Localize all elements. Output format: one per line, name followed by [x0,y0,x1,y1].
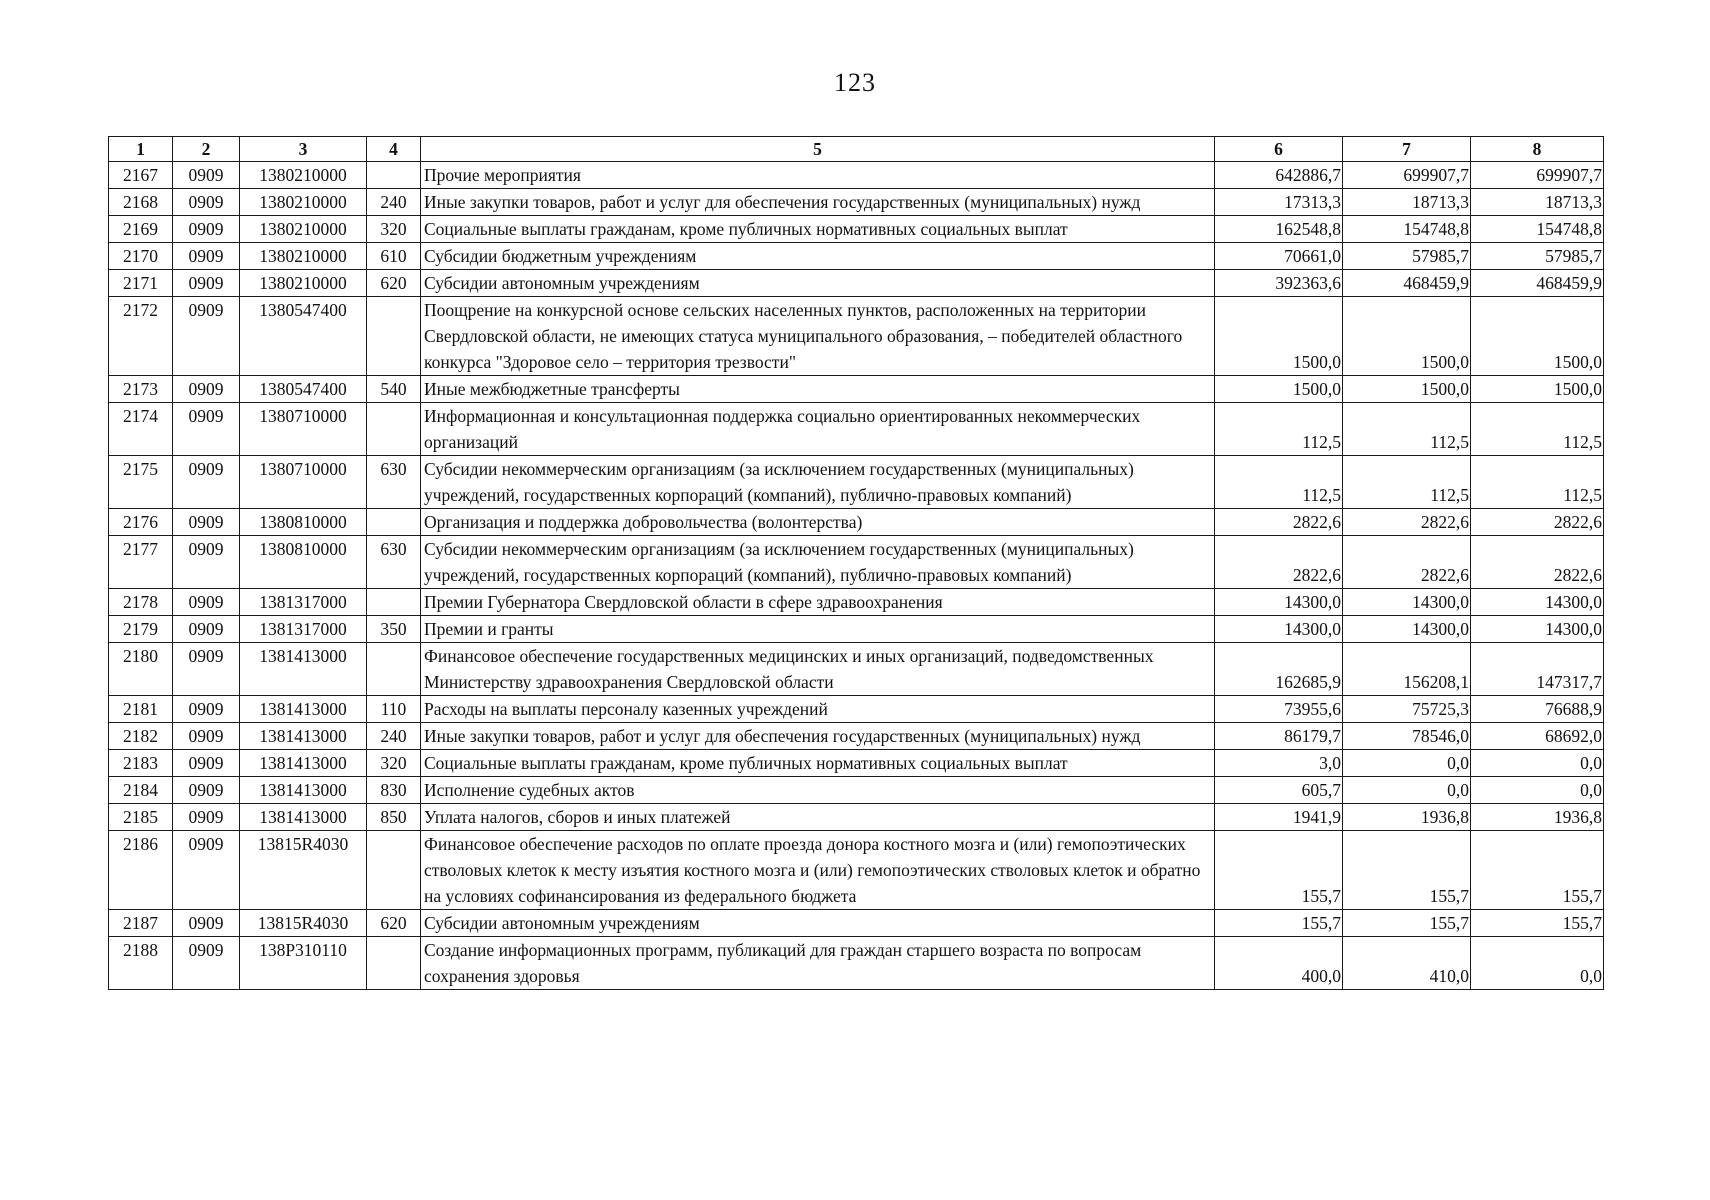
description-cell: Премии Губернатора Свердловской области в сфере здравоохранения [421,589,1215,616]
expense-type-cell: 850 [367,804,421,831]
expense-type-cell: 320 [367,216,421,243]
amount-col8-cell: 155,7 [1471,831,1604,910]
amount-col8-cell: 468459,9 [1471,270,1604,297]
amount-col6-cell: 392363,6 [1215,270,1343,297]
row-number-cell: 2174 [109,403,173,456]
table-row [109,589,1604,616]
table-row [109,456,1604,509]
table-row [109,189,1604,216]
section-code-cell: 0909 [173,297,240,376]
expense-type-cell: 630 [367,536,421,589]
expense-type-cell: 830 [367,777,421,804]
header-row [109,137,1604,162]
description-cell: Субсидии некоммерческим организациям (за исключением государственных (муниципальных) учреждений, государственных корпораций (компаний), публично-правовых компаний) [421,536,1215,589]
section-code-cell: 0909 [173,589,240,616]
row-number-cell: 2184 [109,777,173,804]
description-cell: Социальные выплаты гражданам, кроме публичных нормативных социальных выплат [421,216,1215,243]
table-row [109,243,1604,270]
section-code-cell: 0909 [173,509,240,536]
description-cell: Финансовое обеспечение расходов по оплате проезда донора костного мозга и (или) гемопоэтических стволовых клеток к месту изъятия костного мозга и (или) гемопоэтических стволовых клеток и обратно на условиях софинансирования из федерального бюджета [421,831,1215,910]
amount-col6-cell: 162685,9 [1215,643,1343,696]
amount-col6-cell: 14300,0 [1215,589,1343,616]
target-article-cell: 1380210000 [240,189,367,216]
row-number-cell: 2181 [109,696,173,723]
amount-col7-cell: 155,7 [1343,910,1471,937]
row-number-cell: 2167 [109,162,173,189]
description-cell: Субсидии автономным учреждениям [421,270,1215,297]
row-number-cell: 2180 [109,643,173,696]
amount-col8-cell: 699907,7 [1471,162,1604,189]
row-number-cell: 2173 [109,376,173,403]
row-number-cell: 2185 [109,804,173,831]
target-article-cell: 1381413000 [240,643,367,696]
table-row [109,777,1604,804]
target-article-cell: 1381413000 [240,777,367,804]
description-cell: Расходы на выплаты персоналу казенных учреждений [421,696,1215,723]
expense-type-cell [367,509,421,536]
amount-col6-cell: 70661,0 [1215,243,1343,270]
amount-col8-cell: 0,0 [1471,750,1604,777]
section-code-cell: 0909 [173,162,240,189]
amount-col8-cell: 154748,8 [1471,216,1604,243]
section-code-cell: 0909 [173,376,240,403]
table-row [109,376,1604,403]
target-article-cell: 1380210000 [240,162,367,189]
target-article-cell: 13815R4030 [240,831,367,910]
amount-col8-cell: 18713,3 [1471,189,1604,216]
amount-col8-cell: 68692,0 [1471,723,1604,750]
budget-table [108,136,1604,990]
amount-col7-cell: 14300,0 [1343,616,1471,643]
amount-col7-cell: 0,0 [1343,750,1471,777]
amount-col8-cell: 112,5 [1471,456,1604,509]
amount-col8-cell: 76688,9 [1471,696,1604,723]
target-article-cell: 1380710000 [240,403,367,456]
header-cell: 7 [1343,137,1471,162]
description-cell: Иные закупки товаров, работ и услуг для обеспечения государственных (муниципальных) нужд [421,189,1215,216]
header-cell: 2 [173,137,240,162]
table-row [109,723,1604,750]
amount-col6-cell: 14300,0 [1215,616,1343,643]
amount-col7-cell: 154748,8 [1343,216,1471,243]
amount-col8-cell: 2822,6 [1471,509,1604,536]
section-code-cell: 0909 [173,750,240,777]
amount-col7-cell: 699907,7 [1343,162,1471,189]
amount-col7-cell: 112,5 [1343,403,1471,456]
header-cell: 5 [421,137,1215,162]
target-article-cell: 1380810000 [240,509,367,536]
table-row [109,937,1604,990]
amount-col6-cell: 155,7 [1215,910,1343,937]
section-code-cell: 0909 [173,910,240,937]
amount-col6-cell: 86179,7 [1215,723,1343,750]
target-article-cell: 1381413000 [240,804,367,831]
expense-type-cell [367,297,421,376]
row-number-cell: 2175 [109,456,173,509]
expense-type-cell: 350 [367,616,421,643]
table-row [109,831,1604,910]
amount-col8-cell: 147317,7 [1471,643,1604,696]
expense-type-cell: 620 [367,910,421,937]
header-cell: 1 [109,137,173,162]
expense-type-cell [367,937,421,990]
table-row [109,162,1604,189]
expense-type-cell [367,589,421,616]
amount-col8-cell: 57985,7 [1471,243,1604,270]
expense-type-cell: 610 [367,243,421,270]
amount-col6-cell: 2822,6 [1215,536,1343,589]
amount-col8-cell: 2822,6 [1471,536,1604,589]
expense-type-cell: 240 [367,189,421,216]
amount-col8-cell: 155,7 [1471,910,1604,937]
table-row [109,910,1604,937]
page-number: 123 [834,68,876,97]
description-cell: Создание информационных программ, публикаций для граждан старшего возраста по вопросам сохранения здоровья [421,937,1215,990]
amount-col7-cell: 2822,6 [1343,536,1471,589]
amount-col6-cell: 642886,7 [1215,162,1343,189]
amount-col7-cell: 0,0 [1343,777,1471,804]
amount-col6-cell: 162548,8 [1215,216,1343,243]
section-code-cell: 0909 [173,777,240,804]
amount-col6-cell: 1500,0 [1215,297,1343,376]
amount-col8-cell: 1500,0 [1471,297,1604,376]
amount-col6-cell: 112,5 [1215,456,1343,509]
row-number-cell: 2168 [109,189,173,216]
expense-type-cell: 540 [367,376,421,403]
amount-col6-cell: 2822,6 [1215,509,1343,536]
amount-col7-cell: 1936,8 [1343,804,1471,831]
amount-col8-cell: 14300,0 [1471,616,1604,643]
amount-col7-cell: 468459,9 [1343,270,1471,297]
target-article-cell: 13815R4030 [240,910,367,937]
amount-col6-cell: 605,7 [1215,777,1343,804]
description-cell: Прочие мероприятия [421,162,1215,189]
expense-type-cell: 240 [367,723,421,750]
amount-col6-cell: 1500,0 [1215,376,1343,403]
amount-col6-cell: 17313,3 [1215,189,1343,216]
target-article-cell: 1381317000 [240,589,367,616]
amount-col6-cell: 112,5 [1215,403,1343,456]
amount-col7-cell: 155,7 [1343,831,1471,910]
amount-col8-cell: 1500,0 [1471,376,1604,403]
row-number-cell: 2176 [109,509,173,536]
expense-type-cell [367,403,421,456]
description-cell: Иные межбюджетные трансферты [421,376,1215,403]
row-number-cell: 2172 [109,297,173,376]
description-cell: Финансовое обеспечение государственных медицинских и иных организаций, подведомственных Министерству здравоохранения Свердловской области [421,643,1215,696]
amount-col6-cell: 3,0 [1215,750,1343,777]
description-cell: Социальные выплаты гражданам, кроме публичных нормативных социальных выплат [421,750,1215,777]
row-number-cell: 2169 [109,216,173,243]
description-cell: Субсидии некоммерческим организациям (за исключением государственных (муниципальных) учреждений, государственных корпораций (компаний), публично-правовых компаний) [421,456,1215,509]
row-number-cell: 2178 [109,589,173,616]
table-row [109,297,1604,376]
expense-type-cell: 630 [367,456,421,509]
row-number-cell: 2179 [109,616,173,643]
table-row [109,403,1604,456]
section-code-cell: 0909 [173,403,240,456]
amount-col7-cell: 1500,0 [1343,297,1471,376]
row-number-cell: 2183 [109,750,173,777]
target-article-cell: 1381413000 [240,696,367,723]
header-cell: 8 [1471,137,1604,162]
amount-col7-cell: 410,0 [1343,937,1471,990]
description-cell: Уплата налогов, сборов и иных платежей [421,804,1215,831]
amount-col7-cell: 2822,6 [1343,509,1471,536]
section-code-cell: 0909 [173,616,240,643]
section-code-cell: 0909 [173,831,240,910]
expense-type-cell [367,162,421,189]
section-code-cell: 0909 [173,696,240,723]
section-code-cell: 0909 [173,189,240,216]
table-row [109,616,1604,643]
target-article-cell: 1380810000 [240,536,367,589]
expense-type-cell: 620 [367,270,421,297]
amount-col7-cell: 57985,7 [1343,243,1471,270]
expense-type-cell [367,643,421,696]
amount-col7-cell: 75725,3 [1343,696,1471,723]
section-code-cell: 0909 [173,643,240,696]
amount-col7-cell: 18713,3 [1343,189,1471,216]
row-number-cell: 2177 [109,536,173,589]
amount-col7-cell: 14300,0 [1343,589,1471,616]
target-article-cell: 1380210000 [240,243,367,270]
amount-col7-cell: 78546,0 [1343,723,1471,750]
amount-col8-cell: 0,0 [1471,777,1604,804]
target-article-cell: 1381317000 [240,616,367,643]
section-code-cell: 0909 [173,804,240,831]
amount-col6-cell: 155,7 [1215,831,1343,910]
table-row [109,804,1604,831]
header-cell: 3 [240,137,367,162]
target-article-cell: 1380710000 [240,456,367,509]
section-code-cell: 0909 [173,937,240,990]
row-number-cell: 2186 [109,831,173,910]
expense-type-cell: 320 [367,750,421,777]
table-row [109,696,1604,723]
description-cell: Субсидии автономным учреждениям [421,910,1215,937]
target-article-cell: 1380547400 [240,376,367,403]
table-row [109,643,1604,696]
section-code-cell: 0909 [173,456,240,509]
amount-col7-cell: 156208,1 [1343,643,1471,696]
table-row [109,750,1604,777]
description-cell: Премии и гранты [421,616,1215,643]
section-code-cell: 0909 [173,270,240,297]
row-number-cell: 2187 [109,910,173,937]
section-code-cell: 0909 [173,536,240,589]
description-cell: Иные закупки товаров, работ и услуг для обеспечения государственных (муниципальных) нужд [421,723,1215,750]
table-row [109,270,1604,297]
amount-col8-cell: 1936,8 [1471,804,1604,831]
table-row [109,536,1604,589]
table-row [109,216,1604,243]
target-article-cell: 1381413000 [240,750,367,777]
description-cell: Информационная и консультационная поддержка социально ориентированных некоммерческих организаций [421,403,1215,456]
target-article-cell: 1381413000 [240,723,367,750]
row-number-cell: 2170 [109,243,173,270]
description-cell: Поощрение на конкурсной основе сельских населенных пунктов, расположенных на территории Свердловской области, не имеющих статуса муниципального образования, – победителей областного конкурса "Здоровое село – территория трезвости" [421,297,1215,376]
row-number-cell: 2171 [109,270,173,297]
row-number-cell: 2182 [109,723,173,750]
target-article-cell: 1380547400 [240,297,367,376]
description-cell: Организация и поддержка добровольчества (волонтерства) [421,509,1215,536]
header-cell: 6 [1215,137,1343,162]
target-article-cell: 1380210000 [240,216,367,243]
amount-col8-cell: 0,0 [1471,937,1604,990]
row-number-cell: 2188 [109,937,173,990]
amount-col7-cell: 1500,0 [1343,376,1471,403]
amount-col7-cell: 112,5 [1343,456,1471,509]
amount-col8-cell: 14300,0 [1471,589,1604,616]
header-cell: 4 [367,137,421,162]
description-cell: Субсидии бюджетным учреждениям [421,243,1215,270]
target-article-cell: 1380210000 [240,270,367,297]
amount-col6-cell: 73955,6 [1215,696,1343,723]
expense-type-cell: 110 [367,696,421,723]
expense-type-cell [367,831,421,910]
section-code-cell: 0909 [173,216,240,243]
amount-col8-cell: 112,5 [1471,403,1604,456]
table-body [109,162,1604,990]
section-code-cell: 0909 [173,243,240,270]
table-row [109,509,1604,536]
target-article-cell: 138P310110 [240,937,367,990]
section-code-cell: 0909 [173,723,240,750]
amount-col6-cell: 400,0 [1215,937,1343,990]
amount-col6-cell: 1941,9 [1215,804,1343,831]
description-cell: Исполнение судебных актов [421,777,1215,804]
